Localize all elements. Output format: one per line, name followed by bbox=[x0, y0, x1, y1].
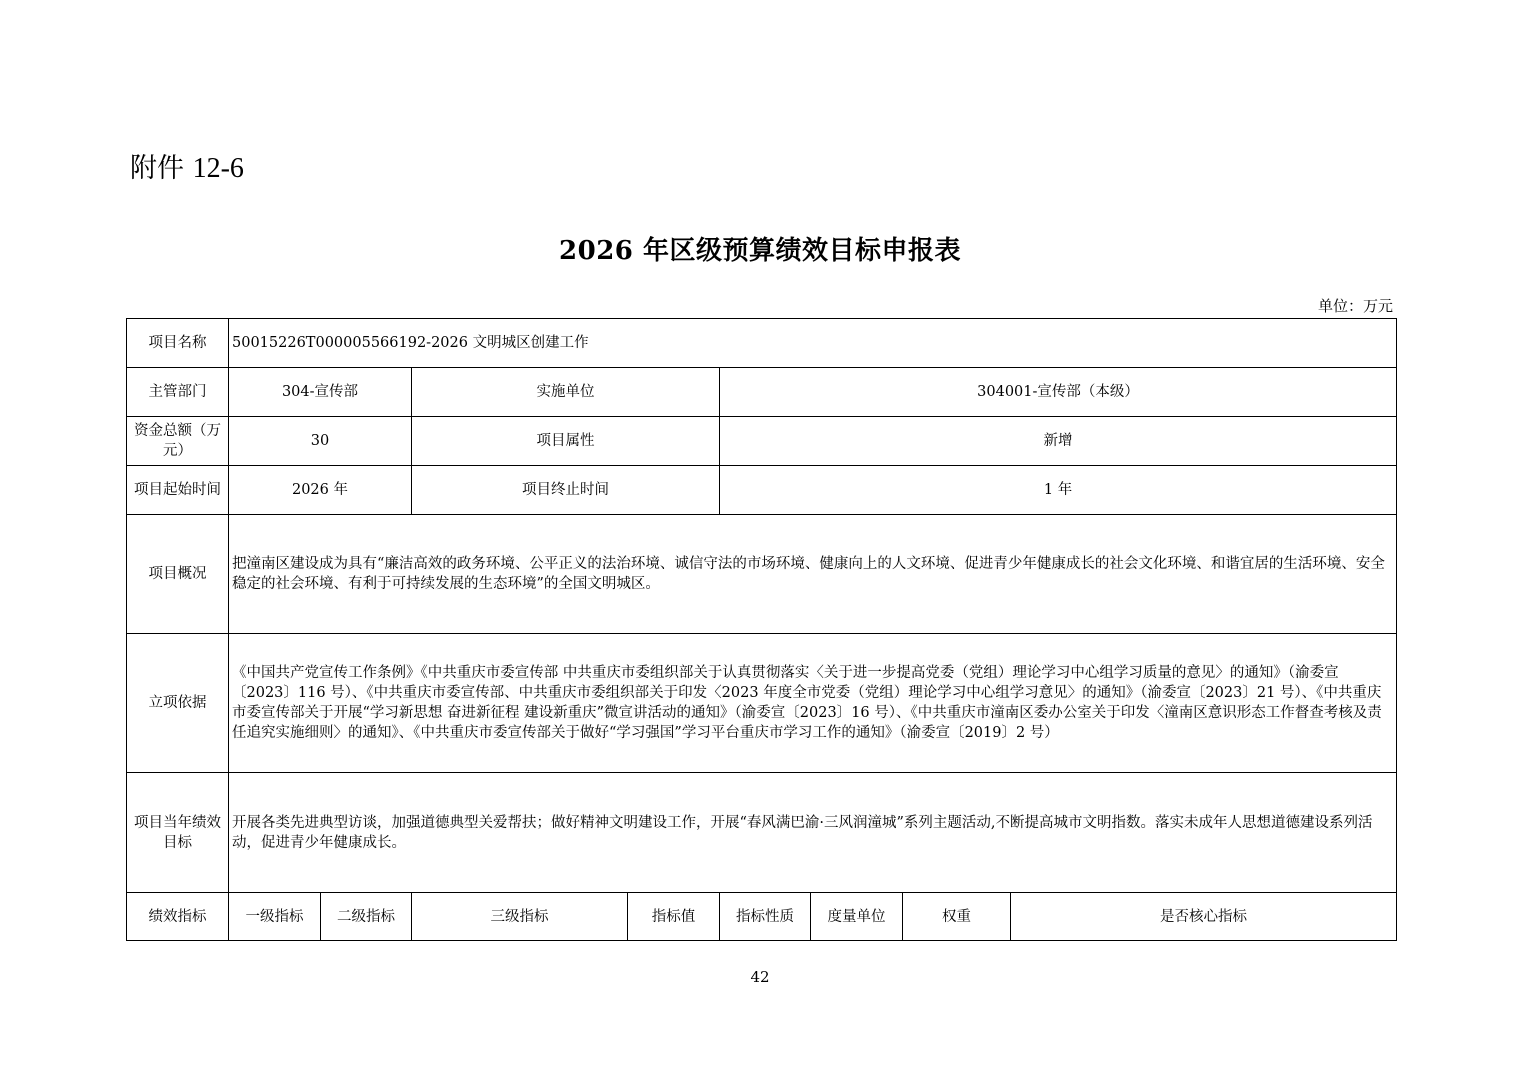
row-overview bbox=[127, 515, 1397, 634]
attachment-number: 12-6 bbox=[192, 153, 244, 184]
project-name-label: 项目名称 bbox=[127, 319, 229, 368]
row-funds bbox=[127, 417, 1397, 466]
implementer-value: 304001-宣传部（本级） bbox=[720, 368, 1397, 417]
project-attr-label: 项目属性 bbox=[412, 417, 720, 466]
row-basis bbox=[127, 634, 1397, 773]
header-level1: 一级指标 bbox=[229, 893, 321, 941]
page-number: 42 bbox=[750, 968, 770, 986]
end-time-label: 项目终止时间 bbox=[412, 466, 720, 515]
basis-label: 立项依据 bbox=[127, 634, 229, 773]
start-time-label: 项目起始时间 bbox=[127, 466, 229, 515]
indicators-label: 绩效指标 bbox=[127, 893, 229, 941]
project-attr-value: 新增 bbox=[720, 417, 1397, 466]
department-value: 304-宣传部 bbox=[229, 368, 412, 417]
header-level2: 二级指标 bbox=[321, 893, 412, 941]
page-title: 2026 年区级预算绩效目标申报表 bbox=[559, 236, 961, 266]
implementer-label: 实施单位 bbox=[412, 368, 720, 417]
overview-value: 把潼南区建设成为具有“廉洁高效的政务环境、公平正义的法治环境、诚信守法的市场环境、健康向上的人文环境、促进青少年健康成长的社会文化环境、和谐宜居的生活环境、安全稳定的社会环境、有利于可持续发展的生态环境”的全国文明城区。 bbox=[229, 515, 1397, 634]
project-name-value: 50015226T000005566192-2026 文明城区创建工作 bbox=[229, 319, 1397, 368]
header-value: 指标值 bbox=[628, 893, 720, 941]
total-funds-value: 30 bbox=[229, 417, 412, 466]
attachment-prefix: 附件 bbox=[130, 153, 184, 184]
goal-label: 项目当年绩效目标 bbox=[127, 773, 229, 893]
overview-label: 项目概况 bbox=[127, 515, 229, 634]
department-label: 主管部门 bbox=[127, 368, 229, 417]
row-department bbox=[127, 368, 1397, 417]
attachment-label bbox=[130, 146, 244, 185]
row-time bbox=[127, 466, 1397, 515]
start-time-value: 2026 年 bbox=[229, 466, 412, 515]
end-time-value: 1 年 bbox=[720, 466, 1397, 515]
row-indicators-header bbox=[127, 893, 1397, 941]
header-core: 是否核心指标 bbox=[1011, 893, 1397, 941]
row-project-name bbox=[127, 319, 1397, 368]
basis-value: 《中国共产党宣传工作条例》《中共重庆市委宣传部 中共重庆市委组织部关于认真贯彻落实〈关于进一步提高党委（党组）理论学习中心组学习质量的意见〉的通知》（渝委宣〔2023〕116 号）、《中共重庆市委宣传部、中共重庆市委组织部关于印发〈2023 年度全市党委（党组）理论学习中心组学习意见〉的通知》（渝委宣〔2023〕21 号）、《中共重庆市委宣传部关于开展“学习新思想 奋进新征程 建设新重庆”微宣讲活动的通知》（渝委宣〔2023〕16 号）、《中共重庆市潼南区委办公室关于印发〈潼南区意识形态工作督查考核及责任追究实施细则〉的通知》、《中共重庆市委宣传部关于做好“学习强国”学习平台重庆市学习工作的通知》（渝委宣〔2019〕2 号） bbox=[229, 634, 1397, 773]
unit-label: 单位：万元 bbox=[1317, 297, 1393, 315]
header-nature: 指标性质 bbox=[720, 893, 811, 941]
row-goal bbox=[127, 773, 1397, 893]
total-funds-label: 资金总额（万元） bbox=[127, 417, 229, 466]
header-weight: 权重 bbox=[903, 893, 1011, 941]
header-unit: 度量单位 bbox=[811, 893, 903, 941]
budget-form-table bbox=[126, 318, 1397, 941]
goal-value: 开展各类先进典型访谈，加强道德典型关爱帮扶；做好精神文明建设工作，开展“春风满巴渝·三风润潼城”系列主题活动,不断提高城市文明指数。落实未成年人思想道德建设系列活动，促进青少年健康成长。 bbox=[229, 773, 1397, 893]
header-level3: 三级指标 bbox=[412, 893, 628, 941]
